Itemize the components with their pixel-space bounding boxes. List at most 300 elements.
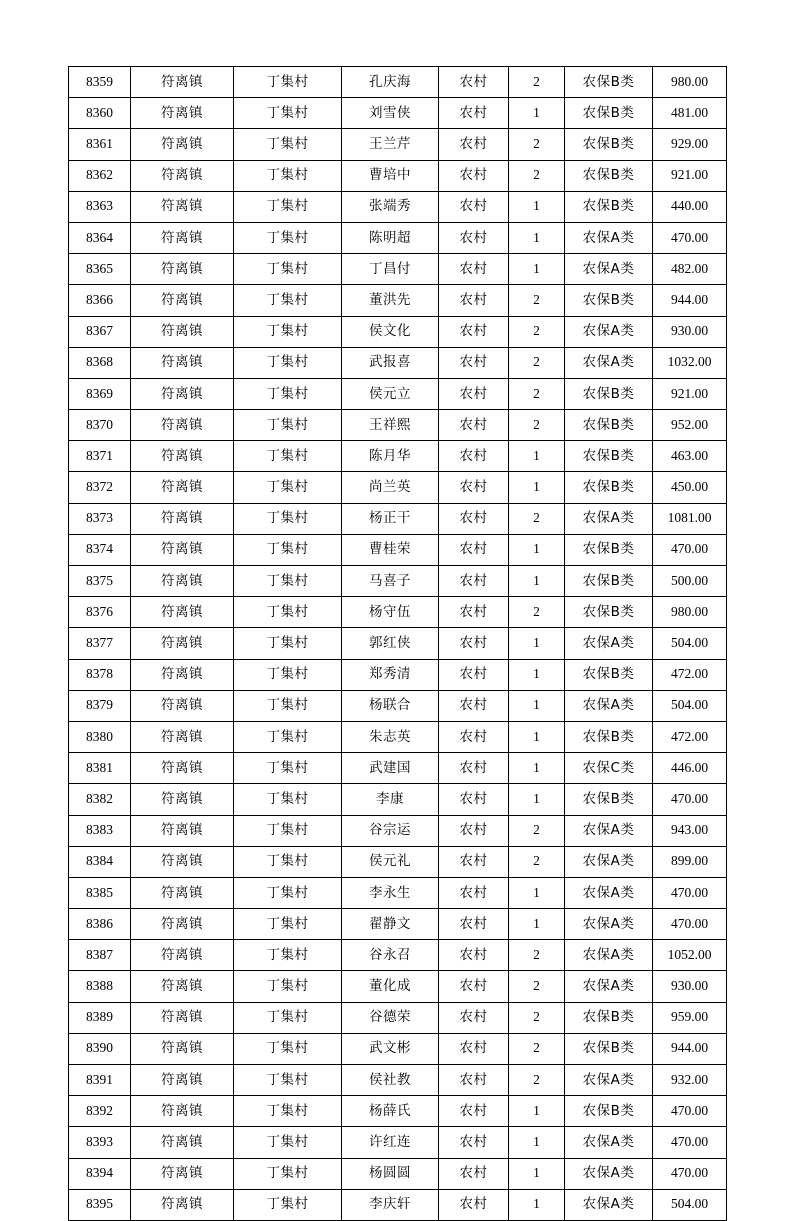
table-cell-category: 农保B类: [565, 721, 653, 752]
table-row: [69, 347, 727, 378]
table-cell-type: 农村: [439, 940, 509, 971]
table-cell-name: 马喜子: [342, 566, 439, 597]
table-cell-amount: 472.00: [653, 721, 727, 752]
table-cell-count: 1: [509, 566, 565, 597]
table-cell-village: 丁集村: [234, 98, 342, 129]
table-row: [69, 846, 727, 877]
table-cell-name: 谷宗运: [342, 815, 439, 846]
table-cell-village: 丁集村: [234, 1002, 342, 1033]
table-cell-id: 8363: [69, 191, 131, 222]
table-cell-name: 李庆轩: [342, 1189, 439, 1220]
table-cell-town: 符离镇: [131, 67, 234, 98]
table-cell-village: 丁集村: [234, 410, 342, 441]
table-cell-amount: 470.00: [653, 784, 727, 815]
table-cell-town: 符离镇: [131, 129, 234, 160]
table-cell-amount: 944.00: [653, 1033, 727, 1064]
table-cell-type: 农村: [439, 503, 509, 534]
table-cell-id: 8386: [69, 909, 131, 940]
table-cell-type: 农村: [439, 628, 509, 659]
table-cell-id: 8376: [69, 597, 131, 628]
table-cell-village: 丁集村: [234, 129, 342, 160]
table-cell-category: 农保A类: [565, 1189, 653, 1220]
table-row: [69, 378, 727, 409]
table-cell-id: 8381: [69, 753, 131, 784]
table-cell-amount: 1032.00: [653, 347, 727, 378]
table-cell-id: 8380: [69, 721, 131, 752]
table-cell-name: 曹桂荣: [342, 534, 439, 565]
table-row: [69, 285, 727, 316]
table-cell-count: 1: [509, 721, 565, 752]
table-cell-count: 2: [509, 940, 565, 971]
table-row: [69, 1065, 727, 1096]
table-cell-count: 2: [509, 285, 565, 316]
table-cell-name: 侯元立: [342, 378, 439, 409]
table-cell-town: 符离镇: [131, 472, 234, 503]
table-cell-town: 符离镇: [131, 753, 234, 784]
table-cell-count: 1: [509, 628, 565, 659]
table-cell-count: 2: [509, 971, 565, 1002]
table-cell-town: 符离镇: [131, 721, 234, 752]
table-cell-id: 8384: [69, 846, 131, 877]
table-cell-type: 农村: [439, 472, 509, 503]
table-cell-type: 农村: [439, 160, 509, 191]
table-cell-village: 丁集村: [234, 721, 342, 752]
table-cell-count: 1: [509, 690, 565, 721]
table-cell-amount: 470.00: [653, 1158, 727, 1189]
table-cell-amount: 899.00: [653, 846, 727, 877]
table-row: [69, 1158, 727, 1189]
table-cell-name: 朱志英: [342, 721, 439, 752]
table-cell-id: 8388: [69, 971, 131, 1002]
table-cell-category: 农保A类: [565, 1127, 653, 1158]
table-cell-category: 农保B类: [565, 160, 653, 191]
table-cell-village: 丁集村: [234, 160, 342, 191]
table-cell-name: 杨正干: [342, 503, 439, 534]
table-cell-count: 2: [509, 129, 565, 160]
table-cell-category: 农保A类: [565, 254, 653, 285]
table-cell-category: 农保C类: [565, 753, 653, 784]
table-cell-type: 农村: [439, 441, 509, 472]
table-cell-count: 1: [509, 254, 565, 285]
table-row: [69, 67, 727, 98]
table-cell-town: 符离镇: [131, 316, 234, 347]
table-cell-village: 丁集村: [234, 534, 342, 565]
table-cell-category: 农保A类: [565, 222, 653, 253]
table-cell-count: 2: [509, 1002, 565, 1033]
table-cell-category: 农保B类: [565, 410, 653, 441]
table-row: [69, 971, 727, 1002]
table-cell-type: 农村: [439, 254, 509, 285]
table-cell-village: 丁集村: [234, 909, 342, 940]
table-cell-village: 丁集村: [234, 659, 342, 690]
table-cell-town: 符离镇: [131, 1096, 234, 1127]
table-cell-count: 2: [509, 846, 565, 877]
table-cell-count: 1: [509, 1158, 565, 1189]
table-row: [69, 566, 727, 597]
table-cell-village: 丁集村: [234, 597, 342, 628]
table-cell-amount: 1052.00: [653, 940, 727, 971]
table-cell-amount: 470.00: [653, 877, 727, 908]
table-cell-village: 丁集村: [234, 254, 342, 285]
table-cell-category: 农保B类: [565, 441, 653, 472]
table-cell-town: 符离镇: [131, 877, 234, 908]
table-cell-town: 符离镇: [131, 347, 234, 378]
table-cell-town: 符离镇: [131, 98, 234, 129]
table-cell-id: 8369: [69, 378, 131, 409]
table-cell-count: 1: [509, 1189, 565, 1220]
table-cell-type: 农村: [439, 909, 509, 940]
table-cell-type: 农村: [439, 597, 509, 628]
table-cell-town: 符离镇: [131, 1158, 234, 1189]
table-row: [69, 940, 727, 971]
table-cell-name: 李永生: [342, 877, 439, 908]
table-cell-type: 农村: [439, 191, 509, 222]
table-cell-name: 杨守伍: [342, 597, 439, 628]
table-cell-count: 1: [509, 659, 565, 690]
table-row: [69, 160, 727, 191]
table-cell-category: 农保B类: [565, 784, 653, 815]
table-cell-village: 丁集村: [234, 566, 342, 597]
table-cell-count: 1: [509, 909, 565, 940]
table-cell-category: 农保B类: [565, 659, 653, 690]
table-cell-id: 8387: [69, 940, 131, 971]
table-cell-count: 1: [509, 472, 565, 503]
table-cell-village: 丁集村: [234, 1158, 342, 1189]
table-cell-village: 丁集村: [234, 285, 342, 316]
table-cell-name: 谷永召: [342, 940, 439, 971]
table-cell-amount: 930.00: [653, 971, 727, 1002]
table-cell-type: 农村: [439, 1158, 509, 1189]
table-cell-village: 丁集村: [234, 378, 342, 409]
table-cell-category: 农保A类: [565, 846, 653, 877]
table-cell-category: 农保A类: [565, 971, 653, 1002]
table-cell-name: 王兰芹: [342, 129, 439, 160]
table-cell-name: 谷德荣: [342, 1002, 439, 1033]
table-cell-amount: 932.00: [653, 1065, 727, 1096]
table-cell-type: 农村: [439, 222, 509, 253]
table-cell-category: 农保B类: [565, 67, 653, 98]
table-cell-id: 8377: [69, 628, 131, 659]
table-cell-type: 农村: [439, 566, 509, 597]
table-cell-id: 8395: [69, 1189, 131, 1220]
table-cell-category: 农保A类: [565, 815, 653, 846]
table-row: [69, 753, 727, 784]
table-cell-amount: 470.00: [653, 222, 727, 253]
table-cell-count: 1: [509, 222, 565, 253]
table-cell-id: 8359: [69, 67, 131, 98]
table-cell-name: 郑秀清: [342, 659, 439, 690]
table-cell-type: 农村: [439, 659, 509, 690]
table-cell-type: 农村: [439, 316, 509, 347]
table-cell-id: 8372: [69, 472, 131, 503]
table-cell-type: 农村: [439, 1189, 509, 1220]
table-cell-type: 农村: [439, 1033, 509, 1064]
table-cell-amount: 921.00: [653, 160, 727, 191]
table-cell-count: 2: [509, 347, 565, 378]
table-cell-town: 符离镇: [131, 1189, 234, 1220]
table-cell-name: 李康: [342, 784, 439, 815]
table-cell-name: 杨联合: [342, 690, 439, 721]
table-row: [69, 1127, 727, 1158]
table-cell-town: 符离镇: [131, 1002, 234, 1033]
table-cell-category: 农保B类: [565, 566, 653, 597]
table-cell-id: 8391: [69, 1065, 131, 1096]
table-cell-village: 丁集村: [234, 628, 342, 659]
table-cell-category: 农保A类: [565, 503, 653, 534]
table-cell-amount: 470.00: [653, 1127, 727, 1158]
table-row: [69, 191, 727, 222]
table-cell-count: 1: [509, 877, 565, 908]
table-cell-name: 董洪先: [342, 285, 439, 316]
table-cell-id: 8382: [69, 784, 131, 815]
table-cell-village: 丁集村: [234, 753, 342, 784]
table-cell-amount: 943.00: [653, 815, 727, 846]
table-cell-id: 8361: [69, 129, 131, 160]
table-cell-village: 丁集村: [234, 222, 342, 253]
table-cell-id: 8378: [69, 659, 131, 690]
table-cell-name: 刘雪侠: [342, 98, 439, 129]
table-cell-amount: 481.00: [653, 98, 727, 129]
table-cell-id: 8366: [69, 285, 131, 316]
table-cell-count: 2: [509, 1033, 565, 1064]
table-cell-name: 尚兰英: [342, 472, 439, 503]
table-cell-count: 2: [509, 67, 565, 98]
table-row: [69, 254, 727, 285]
table-cell-count: 1: [509, 784, 565, 815]
table-cell-village: 丁集村: [234, 815, 342, 846]
table-cell-village: 丁集村: [234, 940, 342, 971]
table-cell-id: 8392: [69, 1096, 131, 1127]
table-cell-village: 丁集村: [234, 347, 342, 378]
table-cell-category: 农保B类: [565, 191, 653, 222]
table-cell-count: 2: [509, 503, 565, 534]
table-cell-count: 2: [509, 597, 565, 628]
table-row: [69, 628, 727, 659]
table-cell-town: 符离镇: [131, 597, 234, 628]
table-cell-name: 陈月华: [342, 441, 439, 472]
table-cell-count: 1: [509, 98, 565, 129]
table-cell-name: 董化成: [342, 971, 439, 1002]
table-cell-amount: 929.00: [653, 129, 727, 160]
table-cell-count: 1: [509, 1096, 565, 1127]
table-cell-amount: 470.00: [653, 1096, 727, 1127]
table-cell-id: 8385: [69, 877, 131, 908]
table-cell-type: 农村: [439, 753, 509, 784]
table-cell-count: 1: [509, 441, 565, 472]
table-cell-name: 许红连: [342, 1127, 439, 1158]
table-row: [69, 659, 727, 690]
table-cell-town: 符离镇: [131, 160, 234, 191]
table-cell-type: 农村: [439, 534, 509, 565]
table-cell-type: 农村: [439, 690, 509, 721]
table-cell-category: 农保A类: [565, 347, 653, 378]
table-cell-count: 2: [509, 815, 565, 846]
table-cell-village: 丁集村: [234, 316, 342, 347]
table-cell-village: 丁集村: [234, 971, 342, 1002]
table-cell-amount: 500.00: [653, 566, 727, 597]
table-cell-id: 8360: [69, 98, 131, 129]
table-cell-category: 农保A类: [565, 628, 653, 659]
table-cell-amount: 482.00: [653, 254, 727, 285]
table-row: [69, 316, 727, 347]
table-cell-category: 农保B类: [565, 534, 653, 565]
table-cell-village: 丁集村: [234, 191, 342, 222]
table-cell-town: 符离镇: [131, 815, 234, 846]
table-cell-village: 丁集村: [234, 1189, 342, 1220]
table-row: [69, 877, 727, 908]
table-cell-category: 农保B类: [565, 285, 653, 316]
table-cell-id: 8373: [69, 503, 131, 534]
table-cell-category: 农保A类: [565, 316, 653, 347]
table-cell-name: 丁昌付: [342, 254, 439, 285]
table-cell-village: 丁集村: [234, 472, 342, 503]
table-cell-id: 8379: [69, 690, 131, 721]
table-cell-type: 农村: [439, 1065, 509, 1096]
table-cell-name: 郭红侠: [342, 628, 439, 659]
table-cell-town: 符离镇: [131, 971, 234, 1002]
table-cell-town: 符离镇: [131, 784, 234, 815]
table-cell-amount: 952.00: [653, 410, 727, 441]
table-cell-count: 1: [509, 1127, 565, 1158]
table-cell-town: 符离镇: [131, 222, 234, 253]
table-cell-name: 张端秀: [342, 191, 439, 222]
table-row: [69, 1002, 727, 1033]
table-cell-village: 丁集村: [234, 67, 342, 98]
table-cell-name: 曹培中: [342, 160, 439, 191]
table-cell-town: 符离镇: [131, 659, 234, 690]
table-cell-id: 8371: [69, 441, 131, 472]
table-cell-type: 农村: [439, 1002, 509, 1033]
table-cell-type: 农村: [439, 721, 509, 752]
table-cell-town: 符离镇: [131, 410, 234, 441]
table-cell-town: 符离镇: [131, 254, 234, 285]
table-row: [69, 441, 727, 472]
table-cell-town: 符离镇: [131, 1065, 234, 1096]
table-cell-count: 1: [509, 753, 565, 784]
table-cell-village: 丁集村: [234, 1127, 342, 1158]
table-cell-category: 农保A类: [565, 909, 653, 940]
table-cell-name: 杨圆圆: [342, 1158, 439, 1189]
table-cell-type: 农村: [439, 285, 509, 316]
table-row: [69, 129, 727, 160]
table-cell-name: 孔庆海: [342, 67, 439, 98]
table-cell-type: 农村: [439, 784, 509, 815]
table-cell-type: 农村: [439, 129, 509, 160]
table-cell-village: 丁集村: [234, 1096, 342, 1127]
table-row: [69, 784, 727, 815]
table-cell-id: 8375: [69, 566, 131, 597]
table-cell-village: 丁集村: [234, 441, 342, 472]
table-cell-category: 农保A类: [565, 1065, 653, 1096]
table-cell-town: 符离镇: [131, 690, 234, 721]
table-cell-name: 王祥熙: [342, 410, 439, 441]
table-cell-amount: 930.00: [653, 316, 727, 347]
table-cell-amount: 980.00: [653, 67, 727, 98]
table-cell-category: 农保A类: [565, 940, 653, 971]
table-cell-id: 8367: [69, 316, 131, 347]
table-cell-amount: 504.00: [653, 628, 727, 659]
table-cell-id: 8394: [69, 1158, 131, 1189]
table-cell-amount: 446.00: [653, 753, 727, 784]
table-cell-category: 农保B类: [565, 472, 653, 503]
table-cell-type: 农村: [439, 815, 509, 846]
table-row: [69, 815, 727, 846]
table-cell-category: 农保A类: [565, 690, 653, 721]
table-cell-amount: 472.00: [653, 659, 727, 690]
table-cell-id: 8370: [69, 410, 131, 441]
table-cell-count: 1: [509, 191, 565, 222]
table-cell-village: 丁集村: [234, 846, 342, 877]
table-cell-amount: 470.00: [653, 909, 727, 940]
table-cell-amount: 470.00: [653, 534, 727, 565]
table-cell-name: 侯社教: [342, 1065, 439, 1096]
table-cell-name: 陈明超: [342, 222, 439, 253]
table-cell-type: 农村: [439, 877, 509, 908]
table-cell-type: 农村: [439, 347, 509, 378]
table-cell-amount: 1081.00: [653, 503, 727, 534]
table-row: [69, 410, 727, 441]
table-cell-name: 武报喜: [342, 347, 439, 378]
table-cell-name: 武建国: [342, 753, 439, 784]
table-row: [69, 503, 727, 534]
table-cell-town: 符离镇: [131, 534, 234, 565]
table-cell-category: 农保B类: [565, 1033, 653, 1064]
table-cell-name: 侯文化: [342, 316, 439, 347]
table-cell-name: 武文彬: [342, 1033, 439, 1064]
table-cell-id: 8389: [69, 1002, 131, 1033]
table-cell-category: 农保B类: [565, 1002, 653, 1033]
table-cell-town: 符离镇: [131, 378, 234, 409]
table-cell-id: 8374: [69, 534, 131, 565]
table-cell-town: 符离镇: [131, 846, 234, 877]
table-cell-town: 符离镇: [131, 1127, 234, 1158]
table-row: [69, 1189, 727, 1220]
table-cell-town: 符离镇: [131, 1033, 234, 1064]
table-cell-id: 8383: [69, 815, 131, 846]
table-cell-amount: 450.00: [653, 472, 727, 503]
table-cell-town: 符离镇: [131, 441, 234, 472]
table-cell-type: 农村: [439, 378, 509, 409]
table-cell-count: 2: [509, 410, 565, 441]
table-cell-village: 丁集村: [234, 784, 342, 815]
table-cell-id: 8364: [69, 222, 131, 253]
table-cell-id: 8390: [69, 1033, 131, 1064]
table-cell-village: 丁集村: [234, 1065, 342, 1096]
table-cell-count: 2: [509, 316, 565, 347]
beneficiary-table: [68, 66, 727, 1221]
table-cell-amount: 959.00: [653, 1002, 727, 1033]
table-cell-count: 2: [509, 378, 565, 409]
table-cell-count: 2: [509, 1065, 565, 1096]
table-cell-id: 8368: [69, 347, 131, 378]
table-cell-category: 农保B类: [565, 597, 653, 628]
table-cell-amount: 921.00: [653, 378, 727, 409]
table-cell-town: 符离镇: [131, 191, 234, 222]
table-cell-type: 农村: [439, 1096, 509, 1127]
table-row: [69, 597, 727, 628]
table-cell-type: 农村: [439, 1127, 509, 1158]
table-cell-id: 8365: [69, 254, 131, 285]
table-cell-name: 翟静文: [342, 909, 439, 940]
table-cell-count: 2: [509, 160, 565, 191]
table-row: [69, 1033, 727, 1064]
table-cell-village: 丁集村: [234, 503, 342, 534]
table-cell-town: 符离镇: [131, 628, 234, 659]
table-cell-amount: 944.00: [653, 285, 727, 316]
table-cell-category: 农保A类: [565, 1158, 653, 1189]
table-cell-amount: 504.00: [653, 690, 727, 721]
table-row: [69, 721, 727, 752]
